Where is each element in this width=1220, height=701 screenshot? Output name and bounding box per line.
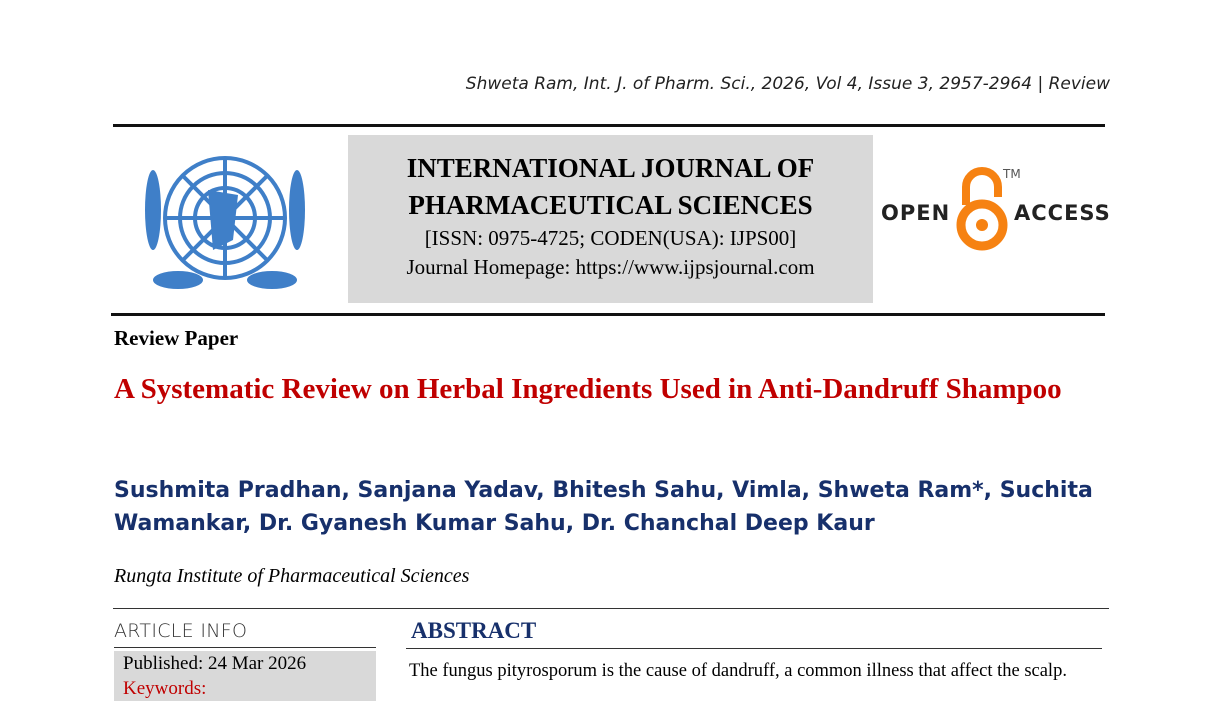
divider [406, 648, 1102, 649]
divider [113, 124, 1105, 127]
abstract-text: The fungus pityrosporum is the cause of dandruff, a common illness that affect the scalp. [409, 661, 1067, 681]
paper-title: A Systematic Review on Herbal Ingredients Used in Anti-Dandruff Shampoo [114, 373, 1062, 405]
open-access-logo [881, 165, 1111, 255]
journal-issn: [ISSN: 0975-4725; CODEN(USA): IJPS00] [424, 226, 797, 250]
keywords-label: Keywords: [123, 678, 207, 699]
trademark: TM [1003, 167, 1021, 181]
article-info-heading: ARTICLE INFO [114, 620, 248, 642]
divider [114, 647, 376, 648]
divider [111, 313, 1105, 316]
affiliation: Rungta Institute of Pharmaceutical Sciences [114, 565, 470, 587]
journal-name-line1: INTERNATIONAL JOURNAL OF [406, 153, 815, 183]
published-date: Published: 24 Mar 2026 [123, 653, 307, 674]
citation-header: Shweta Ram, Int. J. of Pharm. Sci., 2026, Vol 4, Issue 3, 2957-2964 | Review [465, 74, 1110, 94]
journal-banner [348, 135, 873, 303]
author-list: Sushmita Pradhan, Sanjana Yadav, Bhitesh Sahu, Vimla, Shweta Ram*, Suchita Wamankar, Dr. Gyanesh Kumar Sahu, Dr. Chanchal Deep Kaur [114, 478, 1093, 536]
journal-homepage[interactable]: Journal Homepage: https://www.ijpsjournal.com [406, 255, 815, 279]
journal-name-line2: PHARMACEUTICAL SCIENCES [408, 190, 813, 220]
paper-type: Review Paper [114, 326, 239, 350]
un-emblem-logo [128, 140, 323, 305]
article-info-box [114, 651, 376, 701]
divider [113, 608, 1109, 609]
access-label: ACCESS [1014, 201, 1111, 225]
open-label: OPEN [881, 201, 951, 225]
abstract-heading: ABSTRACT [411, 618, 537, 643]
